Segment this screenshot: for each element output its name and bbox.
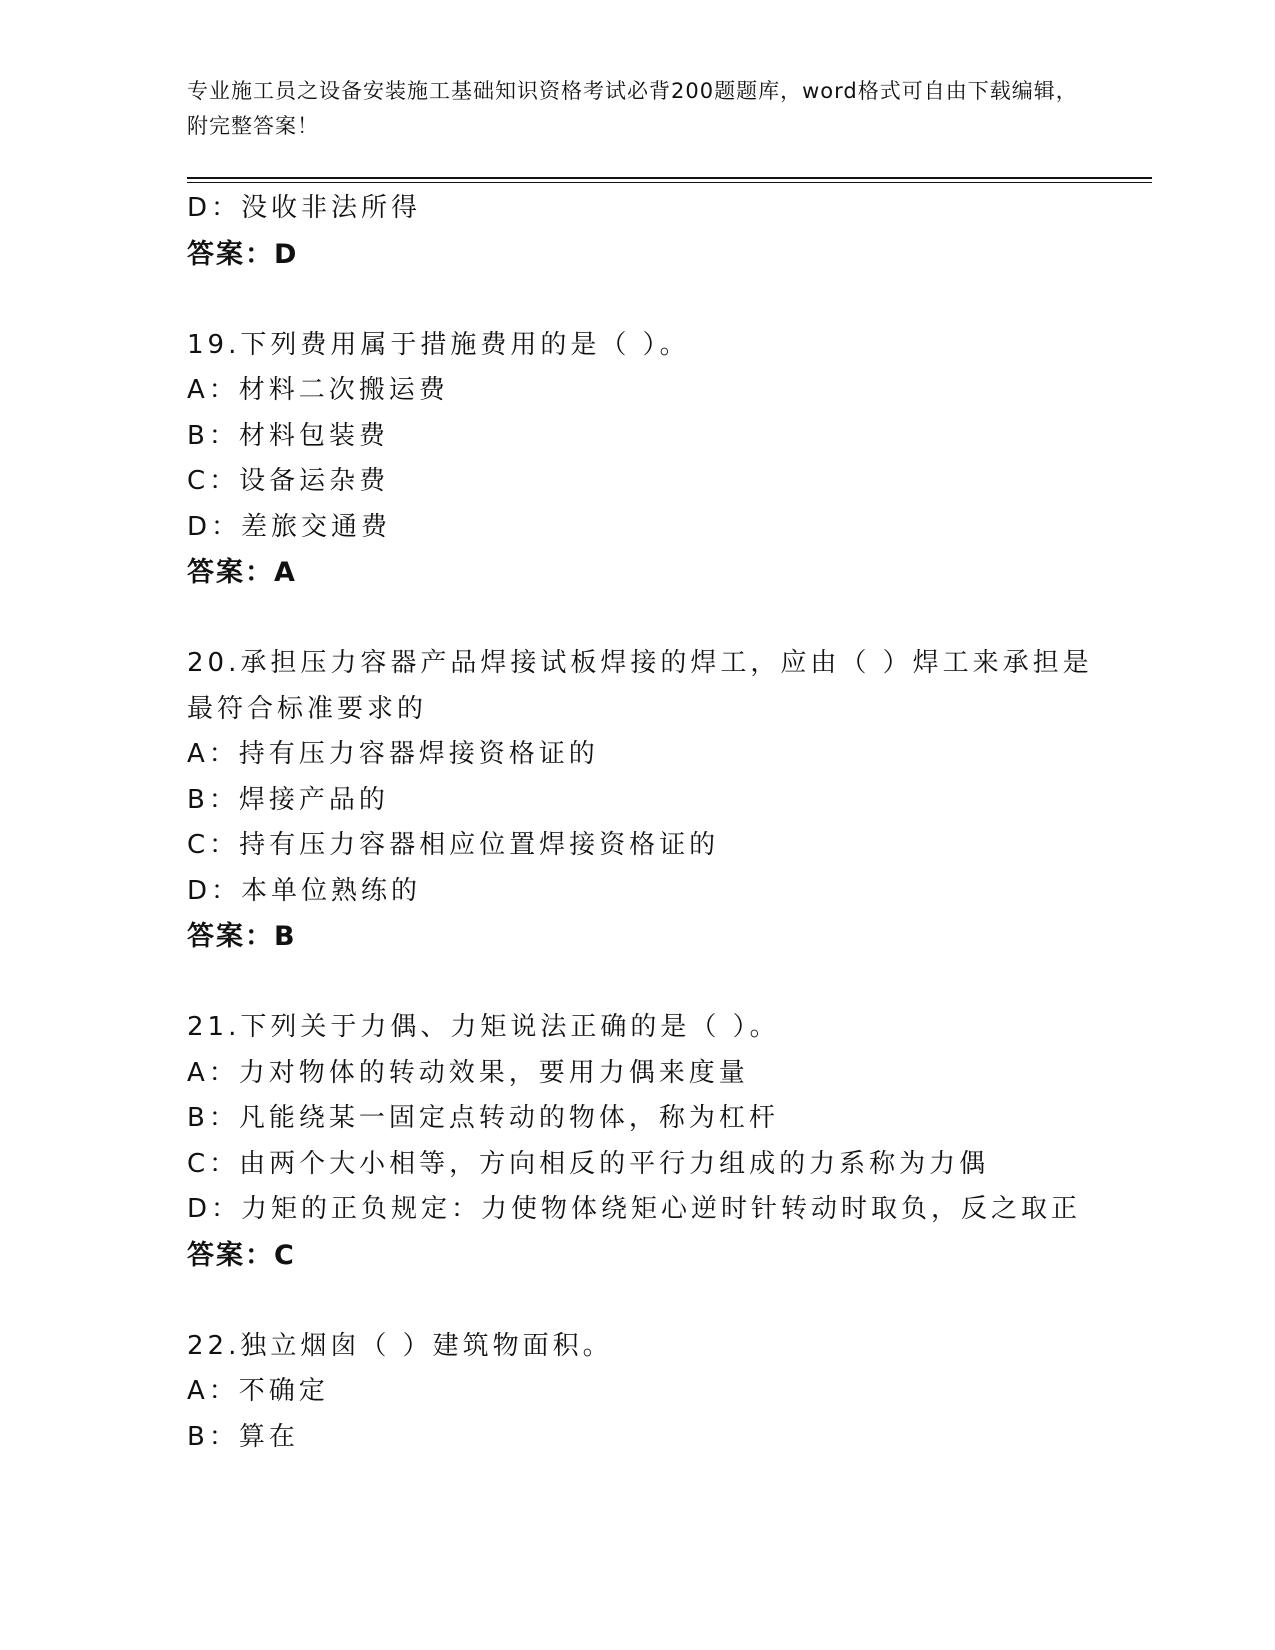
option-d: D：没收非法所得 [187,193,422,223]
option-b: B：凡能绕某一固定点转动的物体，称为杠杆 [187,1103,779,1133]
question-stem-continued: 最符合标准要求的 [187,693,428,724]
question-22 [187,1324,1152,1461]
option-d: D：力矩的正负规定：力使物体绕矩心逆时针转动时取负，反之取正 [187,1194,1082,1224]
answer: 答案：C [187,1239,296,1271]
answer: 答案：A [187,557,297,588]
answer: 答案：B [187,921,297,952]
spacer [187,277,1152,323]
option-c: C：由两个大小相等，方向相反的平行力组成的力系称为力偶 [187,1148,990,1179]
question-stem: 20.承担压力容器产品焊接试板焊接的焊工，应由（ ）焊工来承担是 [187,648,1093,678]
option-c: C：持有压力容器相应位置焊接资格证的 [187,830,720,860]
spacer [187,960,1152,1006]
option-a: A：持有压力容器焊接资格证的 [187,739,599,769]
question-list [187,186,1152,1460]
option-c: C：设备运杂费 [187,466,390,496]
option-b: B：焊接产品的 [187,784,389,815]
question-stem: 21.下列关于力偶、力矩说法正确的是（ ）。 [187,1012,780,1042]
option-a: A：材料二次搬运费 [187,375,449,405]
spacer [187,1278,1152,1324]
document-header: 专业施工员之设备安装施工基础知识资格考试必背200题题库，word格式可自由下载编辑，附完整答案！ [187,79,1078,138]
header-divider-thin [187,182,1152,183]
question-19 [187,323,1152,596]
option-b: B：材料包装费 [187,420,389,451]
header-divider [187,177,1152,179]
option-d: D：本单位熟练的 [187,875,422,906]
question-stem: 22.独立烟囱（ ）建筑物面积。 [187,1330,613,1361]
option-a: A：力对物体的转动效果，要用力偶来度量 [187,1057,749,1088]
option-b: B：算在 [187,1421,299,1452]
spacer [187,596,1152,642]
answer: 答案：D [187,238,299,270]
question-20 [187,641,1152,960]
option-d: D：差旅交通费 [187,511,392,542]
question-stem: 19.下列费用属于措施费用的是（ ）。 [187,329,690,360]
option-a: A：不确定 [187,1376,329,1406]
question-21 [187,1005,1152,1278]
